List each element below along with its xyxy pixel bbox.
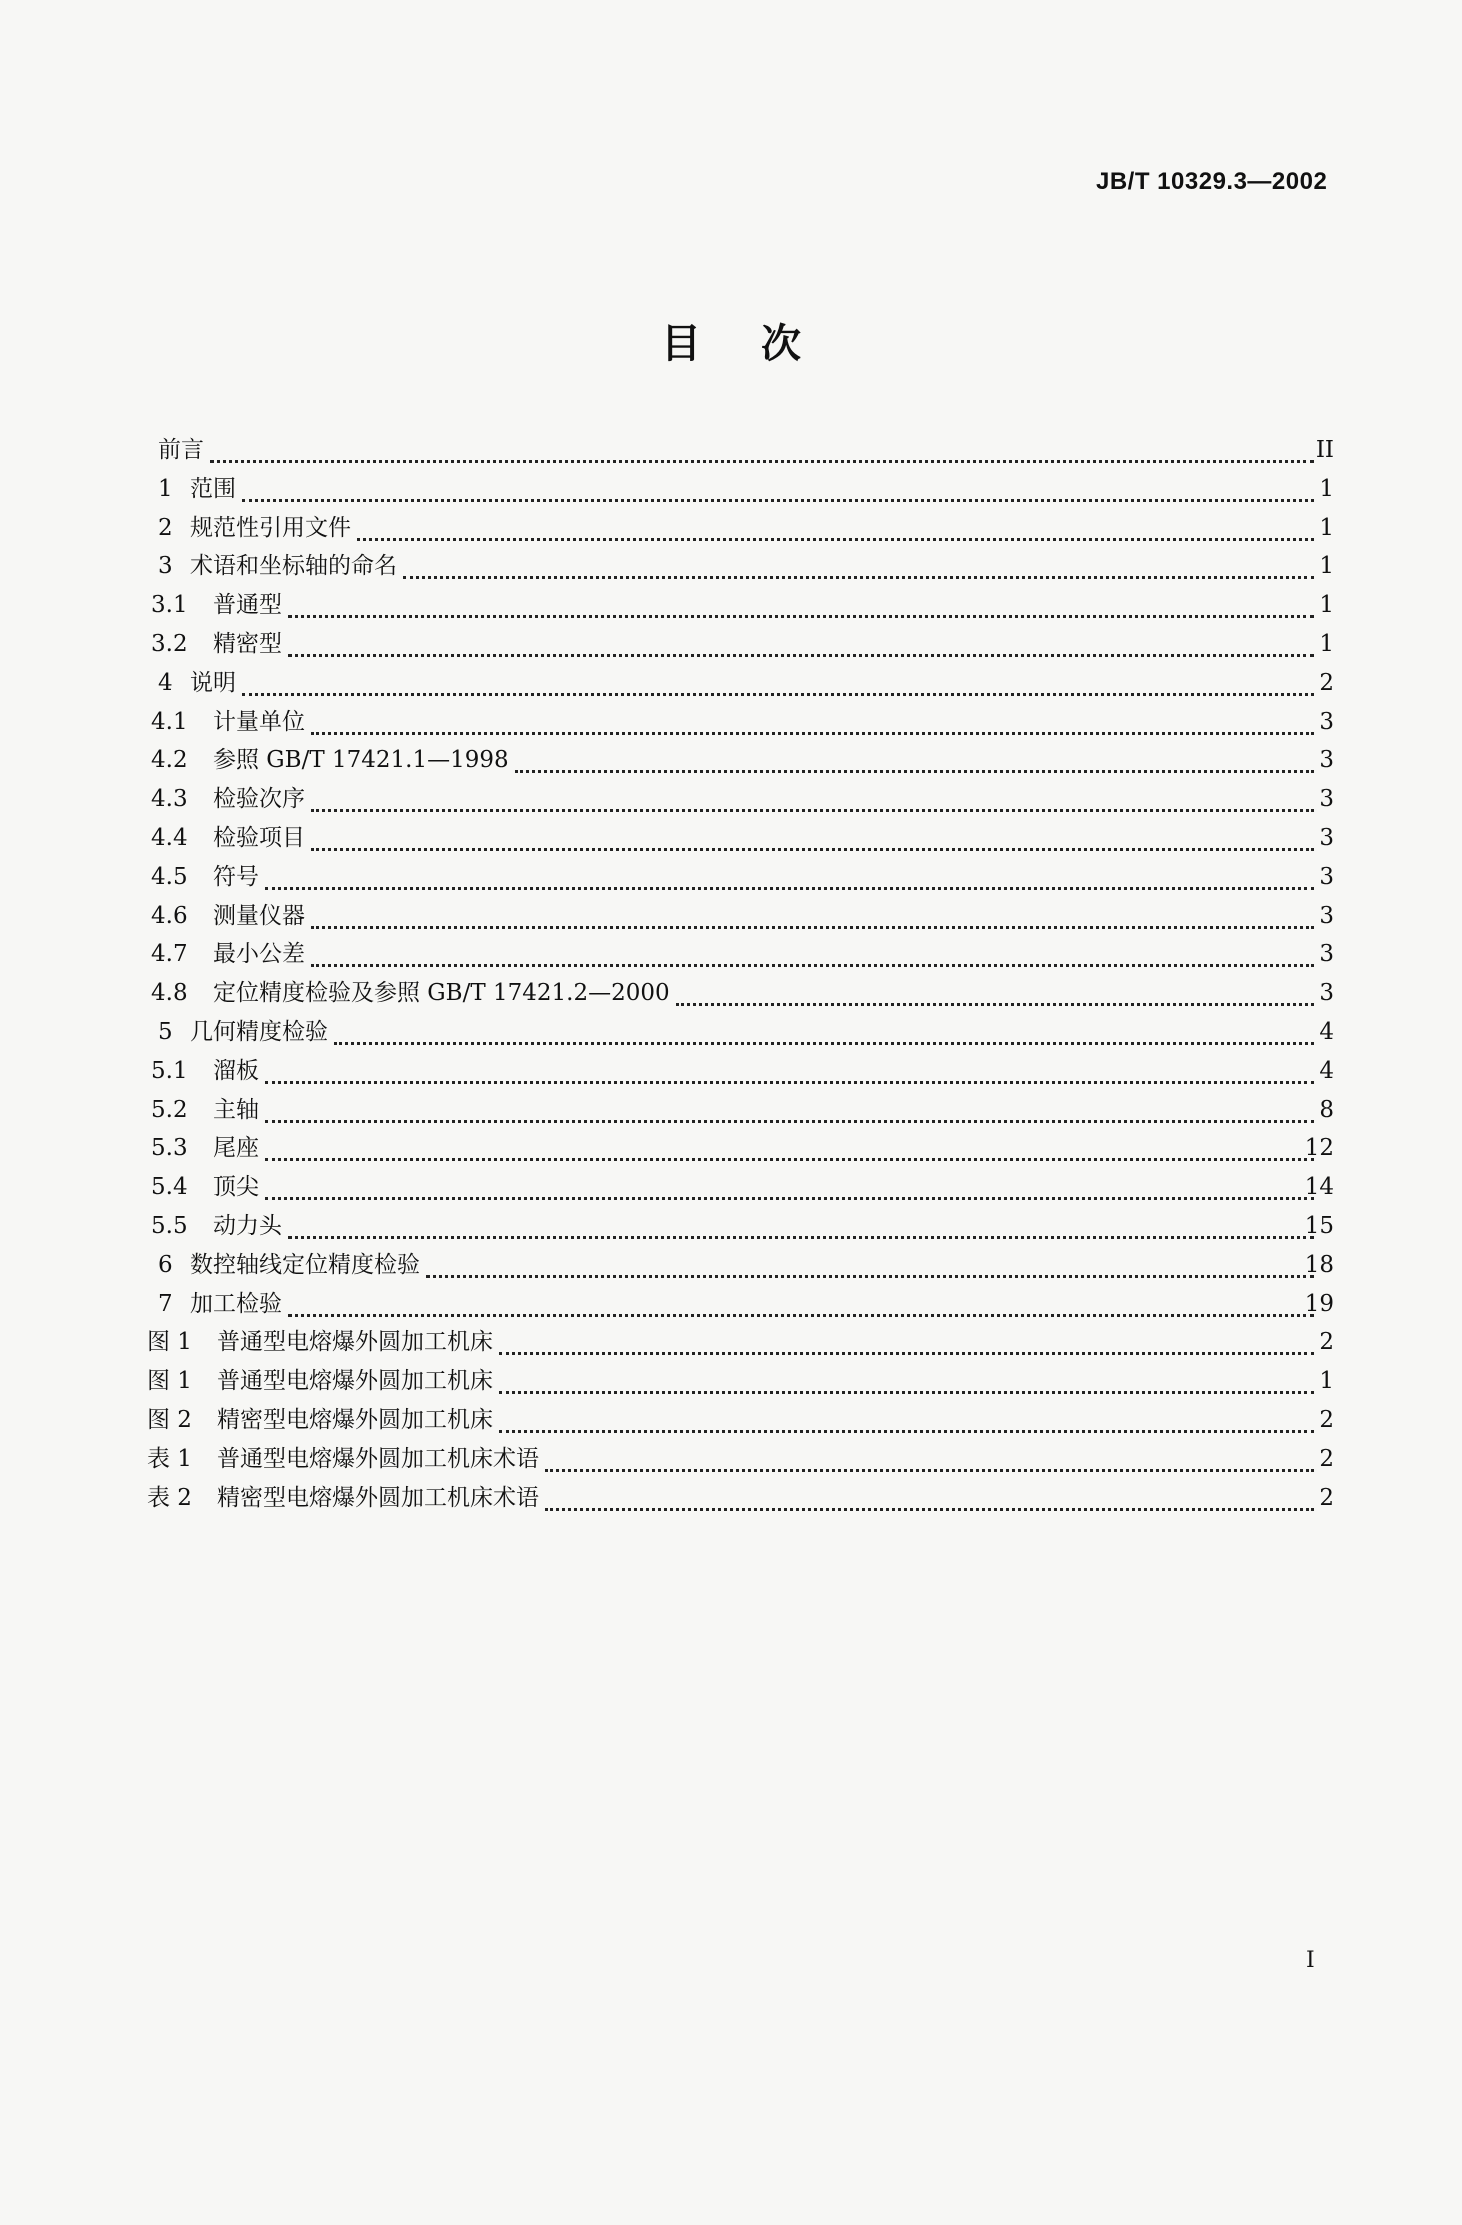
toc-entry[interactable]: [0, 1012, 1462, 1052]
toc-entry-page: 2: [1319, 669, 1334, 696]
toc-entry[interactable]: [0, 1206, 1462, 1246]
toc-entry-label: 主轴: [213, 1096, 259, 1123]
toc-entry-number: 5.4: [151, 1174, 188, 1201]
dot-leader: [242, 499, 1314, 502]
toc-entry-number: 4.7: [151, 941, 188, 968]
dot-leader: [334, 1042, 1314, 1045]
toc-entry-page: 3: [1319, 825, 1334, 851]
toc-entry[interactable]: [0, 1439, 1462, 1479]
toc-entry-number: 图 2: [147, 1407, 192, 1433]
toc-entry-page: 14: [1304, 1174, 1334, 1201]
toc-entry-page: 1: [1319, 1368, 1334, 1395]
toc-entry[interactable]: [0, 624, 1462, 664]
toc-entry-label: 精密型: [213, 631, 282, 657]
toc-entry-number: 6: [158, 1251, 173, 1278]
toc-entry[interactable]: [0, 1245, 1462, 1285]
toc-entry-number: 4.3: [151, 786, 188, 813]
toc-entry-page: 3: [1319, 902, 1334, 929]
toc-entry-label: 顶尖: [213, 1174, 259, 1201]
dot-leader: [426, 1275, 1314, 1278]
toc-entry[interactable]: [0, 585, 1462, 625]
standard-number: JB/T 10329.3—2002: [1096, 168, 1328, 195]
toc-entry[interactable]: [0, 818, 1462, 858]
toc-entry[interactable]: [0, 430, 1462, 470]
dot-leader: [545, 1508, 1314, 1511]
toc-entry[interactable]: [0, 702, 1462, 742]
toc-entry-label: 精密型电熔爆外圆加工机床术语: [217, 1484, 539, 1511]
toc-entry-number: 图 1: [147, 1368, 192, 1395]
toc-entry-number: 5: [158, 1019, 173, 1045]
toc-entry-label: 普通型电熔爆外圆加工机床术语: [217, 1445, 539, 1472]
dot-leader: [311, 848, 1314, 851]
toc-entry[interactable]: [0, 1322, 1462, 1362]
toc-entry-number: 4.1: [151, 708, 188, 735]
toc-entry-label: 数控轴线定位精度检验: [190, 1251, 420, 1278]
toc-entry-label: 规范性引用文件: [190, 514, 351, 541]
toc-entry-page: 4: [1319, 1019, 1334, 1045]
toc-entry-label: 精密型电熔爆外圆加工机床: [217, 1407, 493, 1433]
toc-entry[interactable]: [0, 934, 1462, 974]
toc-entry-number: 5.5: [151, 1213, 188, 1239]
toc-entry-page: 1: [1319, 553, 1334, 580]
dot-leader: [311, 732, 1314, 735]
toc-entry[interactable]: [0, 1090, 1462, 1130]
dot-leader: [403, 576, 1314, 579]
toc-entry[interactable]: [0, 740, 1462, 780]
toc-entry[interactable]: [0, 546, 1462, 586]
toc-entry-label: 普通型: [213, 592, 282, 619]
toc-entry-label: 尾座: [213, 1135, 259, 1162]
toc-entry-page: 2: [1319, 1445, 1334, 1472]
toc-entry-page: 1: [1319, 592, 1334, 619]
toc-entry-page: 4: [1319, 1057, 1334, 1084]
toc-entry-label: 普通型电熔爆外圆加工机床: [217, 1368, 493, 1395]
toc-entry-label: 说明: [190, 669, 236, 696]
toc-entry-number: 3: [158, 553, 173, 580]
toc-entry-label: 定位精度检验及参照 GB/T 17421.2—2000: [213, 980, 670, 1007]
toc-title: 目次: [661, 321, 861, 367]
toc-entry-page: 19: [1304, 1290, 1334, 1317]
toc-entry-page: 3: [1319, 980, 1334, 1007]
toc-entry[interactable]: [0, 1128, 1462, 1168]
toc-entry-number: 4.4: [151, 825, 188, 851]
toc-entry-page: 2: [1319, 1329, 1334, 1356]
toc-entry-number: 4: [158, 669, 173, 696]
toc-entry-label: 测量仪器: [213, 902, 305, 929]
toc-entry-number: 3.1: [151, 592, 188, 619]
toc-entry-label: 计量单位: [213, 708, 305, 735]
dot-leader: [676, 1003, 1314, 1006]
toc-entry-number: 表 2: [147, 1484, 192, 1511]
toc-entry[interactable]: [0, 508, 1462, 548]
dot-leader: [311, 964, 1314, 967]
toc-entry-number: 1: [158, 475, 173, 502]
dot-leader: [288, 1236, 1314, 1239]
page-number: I: [1306, 1948, 1315, 1973]
toc-entry-label: 几何精度检验: [190, 1019, 328, 1045]
toc-entry-page: 1: [1319, 514, 1334, 541]
toc-entry[interactable]: [0, 1051, 1462, 1091]
toc-entry-label: 最小公差: [213, 941, 305, 968]
toc-entry-page: 3: [1319, 708, 1334, 735]
dot-leader: [499, 1352, 1314, 1355]
toc-entry-number: 5.1: [151, 1057, 188, 1084]
dot-leader: [545, 1469, 1314, 1472]
toc-entry-page: 1: [1319, 475, 1334, 502]
toc-entry-page: 3: [1319, 863, 1334, 890]
dot-leader: [499, 1430, 1314, 1433]
toc-entry-page: 18: [1304, 1251, 1334, 1278]
toc-entry[interactable]: [0, 779, 1462, 819]
dot-leader: [265, 1158, 1314, 1161]
toc-entry-page: 2: [1319, 1484, 1334, 1511]
toc-entry-label: 术语和坐标轴的命名: [190, 553, 397, 580]
toc-entry-number: 7: [158, 1290, 173, 1317]
dot-leader: [265, 1197, 1314, 1200]
toc-entry-number: 表 1: [147, 1445, 192, 1472]
toc-entry-label: 检验次序: [213, 786, 305, 813]
toc-entry-number: 图 1: [147, 1329, 192, 1356]
toc-entry[interactable]: [0, 1284, 1462, 1324]
toc-entry-page: 3: [1319, 747, 1334, 774]
dot-leader: [288, 654, 1314, 657]
toc-entry-page: 12: [1304, 1135, 1334, 1162]
toc-entry-number: 2: [158, 514, 173, 541]
toc-entry-label: 加工检验: [190, 1290, 282, 1317]
toc-entry-page: 1: [1319, 631, 1334, 657]
toc-entry[interactable]: [0, 663, 1462, 703]
dot-leader: [242, 693, 1314, 696]
toc-entry-number: 4.2: [151, 747, 188, 774]
dot-leader: [288, 615, 1314, 618]
toc-entry[interactable]: [0, 1478, 1462, 1518]
toc-entry-number: 4.6: [151, 902, 188, 929]
toc-entry[interactable]: [0, 469, 1462, 509]
toc-entry[interactable]: [0, 973, 1462, 1013]
dot-leader: [265, 1081, 1314, 1084]
toc-entry-label: 符号: [213, 863, 259, 890]
dot-leader: [499, 1391, 1314, 1394]
toc-entry-page: 3: [1319, 941, 1334, 968]
dot-leader: [265, 887, 1314, 890]
dot-leader: [288, 1314, 1314, 1317]
dot-leader: [265, 1120, 1314, 1123]
toc-entry-page: II: [1315, 437, 1334, 463]
dot-leader: [311, 809, 1314, 812]
toc-entry-label: 动力头: [213, 1213, 282, 1239]
toc-entry-page: 8: [1319, 1096, 1334, 1123]
toc-entry-label: 前言: [158, 437, 204, 463]
toc-entry-label: 普通型电熔爆外圆加工机床: [217, 1329, 493, 1356]
toc-entry-number: 4.5: [151, 863, 188, 890]
toc-entry-label: 参照 GB/T 17421.1—1998: [213, 747, 509, 774]
toc-entry[interactable]: [0, 1361, 1462, 1401]
toc-entry[interactable]: [0, 896, 1462, 936]
toc-entry-label: 范围: [190, 475, 236, 502]
dot-leader: [357, 538, 1314, 541]
toc-entry-page: 2: [1319, 1407, 1334, 1433]
toc-entry-number: 5.2: [151, 1096, 188, 1123]
dot-leader: [210, 460, 1314, 463]
toc-entry-number: 3.2: [151, 631, 188, 657]
toc-entry-label: 检验项目: [213, 825, 305, 851]
toc-entry[interactable]: [0, 857, 1462, 897]
toc-entry-number: 4.8: [151, 980, 188, 1007]
toc-entry-page: 15: [1304, 1213, 1334, 1239]
toc-entry[interactable]: [0, 1167, 1462, 1207]
dot-leader: [515, 770, 1314, 773]
toc-entry-label: 溜板: [213, 1057, 259, 1084]
toc-entry[interactable]: [0, 1400, 1462, 1440]
toc-entry-number: 5.3: [151, 1135, 188, 1162]
dot-leader: [311, 926, 1314, 929]
toc-entry-page: 3: [1319, 786, 1334, 813]
